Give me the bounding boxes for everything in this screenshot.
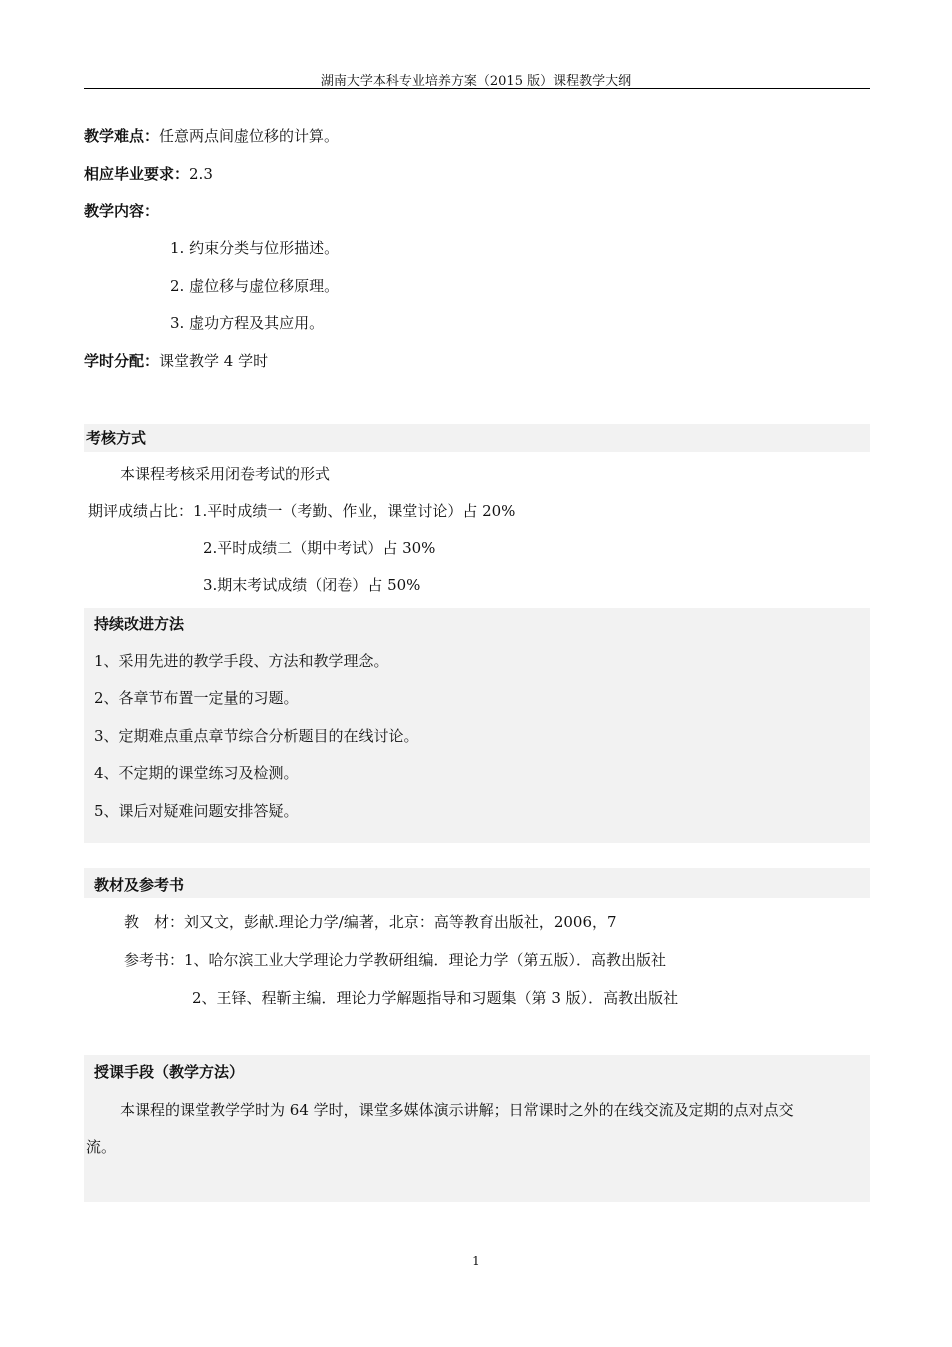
reference-line-2: 2、王铎、程靳主编．理论力学解题指导和习题集（第 3 版）．高教出版社	[192, 989, 679, 1007]
books-title: 教材及参考书	[94, 876, 185, 894]
method-line-2: 流。	[86, 1138, 117, 1156]
assessment-title-band	[84, 424, 870, 452]
requirement-label: 相应毕业要求：	[84, 165, 190, 183]
improvement-item: 2、各章节布置一定量的习题。	[94, 689, 299, 707]
grade-line-2: 2.平时成绩二（期中考试）占 30%	[203, 539, 436, 557]
content-item: 2. 虚位移与虚位移原理。	[170, 277, 340, 295]
page-header-title: 湖南大学本科专业培养方案（2015 版）课程教学大纲	[320, 74, 632, 89]
content-item: 1. 约束分类与位形描述。	[170, 239, 340, 257]
improvement-title: 持续改进方法	[94, 615, 185, 633]
grade-line-1: 期评成绩占比：1.平时成绩一（考勤、作业，课堂讨论）占 20%	[88, 502, 516, 520]
content-label: 教学内容：	[84, 202, 160, 220]
hours-label: 学时分配：	[84, 352, 160, 370]
requirement-line	[84, 163, 213, 184]
textbook-line: 教 材：刘又文，彭献.理论力学/编著，北京：高等教育出版社，2006，7	[124, 913, 617, 931]
method-line-1: 本课程的课堂教学学时为 64 学时，课堂多媒体演示讲解；日常课时之外的在线交流及定期的点对点交	[120, 1101, 794, 1119]
reference-line-1: 参考书：1、哈尔滨工业大学理论力学教研组编．理论力学（第五版）．高教出版社	[124, 951, 667, 969]
improvement-item: 4、不定期的课堂练习及检测。	[94, 764, 299, 782]
content-item: 3. 虚功方程及其应用。	[170, 314, 325, 332]
improvement-item: 1、采用先进的教学手段、方法和教学理念。	[94, 652, 389, 670]
assessment-title: 考核方式	[86, 429, 147, 447]
improvement-item: 3、定期难点重点章节综合分析题目的在线讨论。	[94, 727, 419, 745]
improvement-item: 5、课后对疑难问题安排答疑。	[94, 802, 299, 820]
difficulty-line	[84, 125, 339, 146]
difficulty-text: 任意两点间虚位移的计算。	[159, 127, 340, 145]
hours-text: 课堂教学 4 学时	[159, 352, 269, 370]
assessment-intro: 本课程考核采用闭卷考试的形式	[120, 465, 331, 483]
page-number: 1	[472, 1254, 480, 1268]
method-title: 授课手段（教学方法）	[94, 1063, 245, 1081]
hours-line	[84, 350, 268, 371]
grade-line-3: 3.期末考试成绩（闭卷）占 50%	[203, 576, 421, 594]
header-rule	[84, 88, 870, 89]
requirement-text: 2.3	[189, 165, 213, 183]
difficulty-label: 教学难点：	[84, 127, 160, 145]
books-title-band	[84, 868, 870, 898]
